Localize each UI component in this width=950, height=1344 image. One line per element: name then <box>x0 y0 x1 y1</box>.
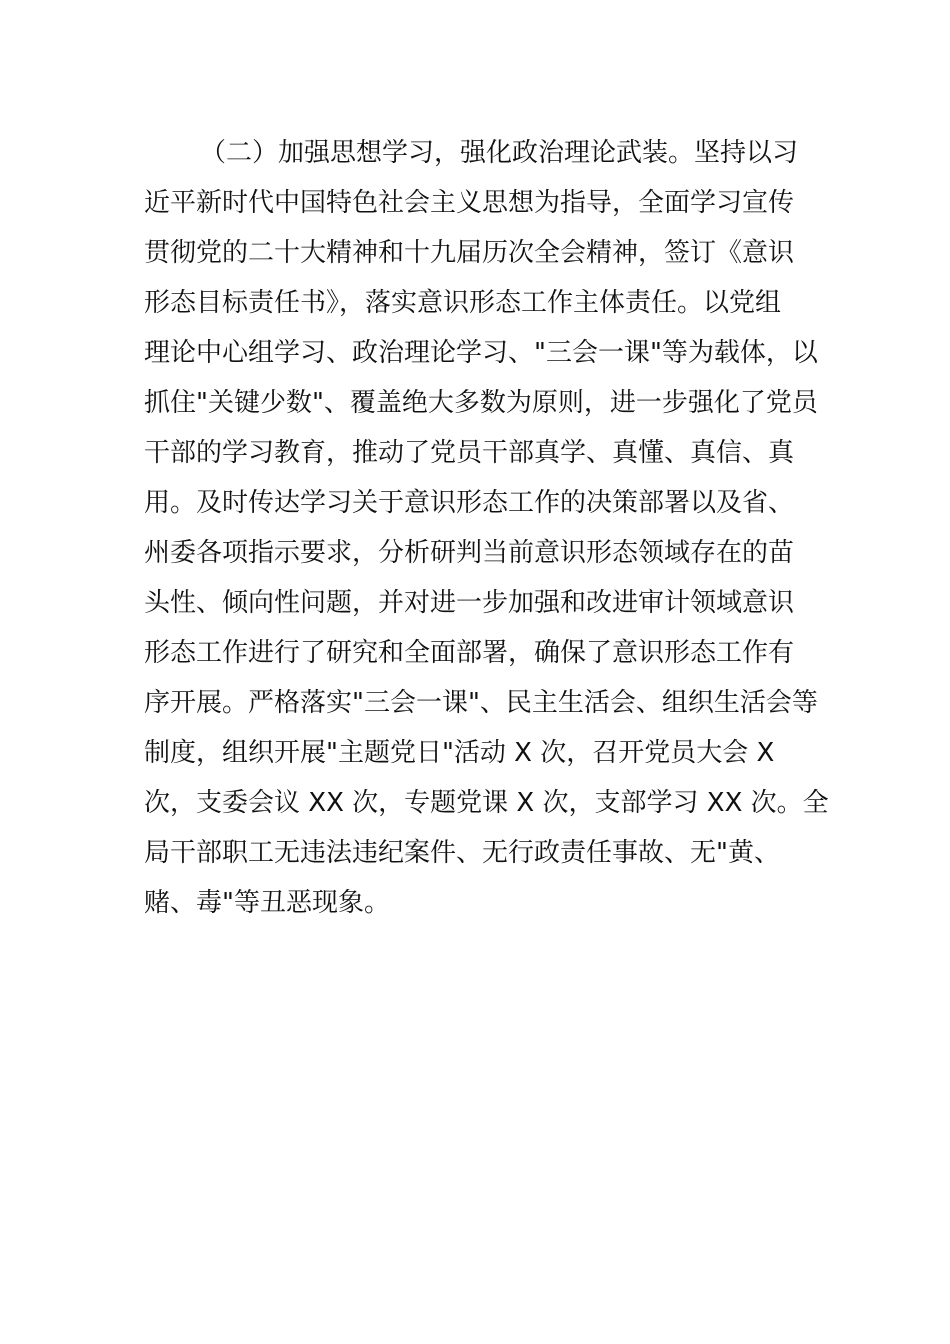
paragraph-line-8: 用。及时传达学习关于意识形态工作的决策部署以及省、 <box>144 488 795 518</box>
paragraph-line-14: 次，支委会议 XX 次，专题党课 X 次，支部学习 XX 次。全 <box>144 788 829 818</box>
body-paragraph <box>144 128 829 928</box>
paragraph-line-9: 州委各项指示要求，分析研判当前意识形态领域存在的苗 <box>144 538 795 568</box>
paragraph-line-7: 干部的学习教育，推动了党员干部真学、真懂、真信、真 <box>144 438 795 468</box>
paragraph-line-2: 近平新时代中国特色社会主义思想为指导，全面学习宣传 <box>144 188 795 218</box>
paragraph-line-13: 制度，组织开展"主题党日"活动 X 次，召开党员大会 X <box>144 738 775 768</box>
paragraph-line-12: 序开展。严格落实"三会一课"、民主生活会、组织生活会等 <box>144 688 818 718</box>
paragraph-line-16: 赌、毒"等丑恶现象。 <box>144 888 390 918</box>
paragraph-line-11: 形态工作进行了研究和全面部署，确保了意识形态工作有 <box>144 638 795 668</box>
paragraph-line-10: 头性、倾向性问题，并对进一步加强和改进审计领域意识 <box>144 588 795 618</box>
paragraph-line-4: 形态目标责任书》，落实意识形态工作主体责任。以党组 <box>144 288 782 318</box>
paragraph-line-5: 理论中心组学习、政治理论学习、"三会一课"等为载体，以 <box>144 338 818 368</box>
paragraph-line-6: 抓住"关键少数"、覆盖绝大多数为原则，进一步强化了党员 <box>144 388 818 418</box>
paragraph-line-1: （二）加强思想学习，强化政治理论武装。坚持以习 <box>200 138 799 168</box>
paragraph-line-15: 局干部职工无违法违纪案件、无行政责任事故、无"黄、 <box>144 838 780 868</box>
paragraph-line-3: 贯彻党的二十大精神和十九届历次全会精神，签订《意识 <box>144 238 795 268</box>
